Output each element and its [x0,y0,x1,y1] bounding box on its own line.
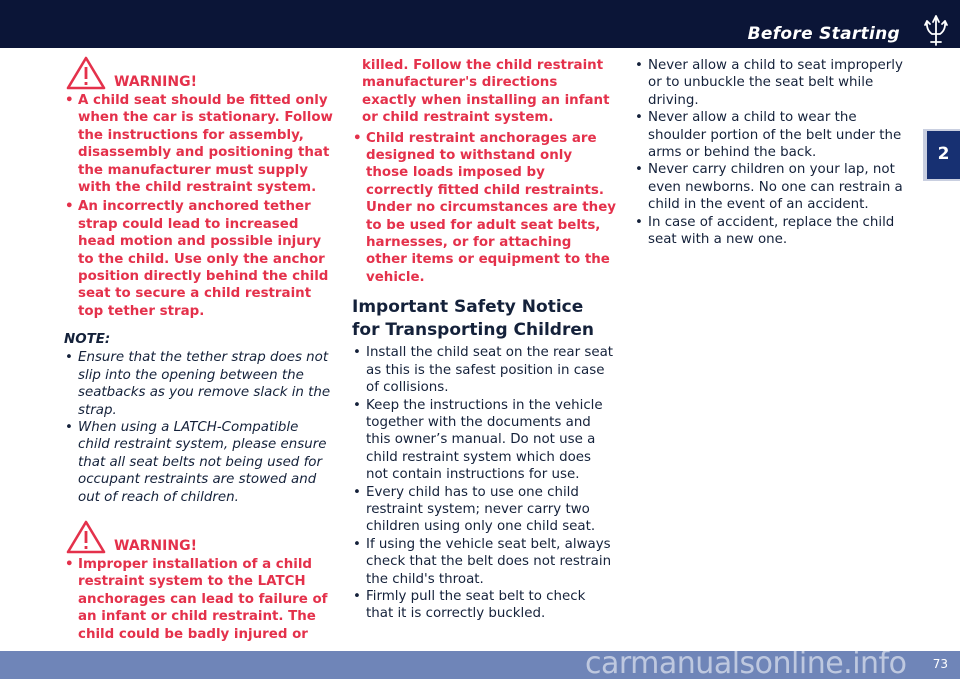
list-item: • Keep the instructions in the vehicle together with the documents and this owner’s manual. Do not use a child restraint system which does not contain instructions for use. [352,397,616,484]
trident-logo-icon [918,12,954,48]
list-item: • Install the child seat on the rear seat as this is the safest position in case of collisions. [352,344,616,396]
warning-list [352,130,616,287]
warning-header [64,520,334,556]
section-title: Before Starting [747,24,900,44]
list-item: • Every child has to use one child restraint system; never carry two children using only one child seat. [352,484,616,536]
watermark: carmanualsonline.info [585,646,907,681]
page-number: 73 [932,657,948,671]
warning-title: WARNING! [114,74,197,90]
column-2 [352,0,616,623]
list-item: • If using the vehicle seat belt, always check that the belt does not restrain the child's throat. [352,536,616,588]
list-item: • An incorrectly anchored tether strap could lead to increased head motion and possible injury to the child. Use only the anchor position directly behind the child seat to secure a child restraint top tether strap. [64,198,334,320]
list-item: • Never allow a child to wear the shoulder portion of the belt under the arms or behind the back. [634,109,906,161]
warning-title: WARNING! [114,537,197,554]
list-item: • Never allow a child to seat improperly or to unbuckle the seat belt while driving. [634,57,906,109]
list-item: • Child restraint anchorages are designed to withstand only those loads imposed by correctly fitted child restraints. Under no circumstances are they to be used for adult seat belts, harnesses, or for attaching other items or equipment to the vehicle. [352,130,616,287]
warning-triangle-icon [66,520,106,554]
section-heading: Important Safety Notice for Transporting Children [352,297,594,341]
warning-header [64,56,334,92]
warning-list [64,92,334,320]
note-list [64,349,334,506]
chapter-tab[interactable]: 2 [923,129,960,181]
list-item: • Never carry children on your lap, not even newborns. No one can restrain a child in the event of an accident. [634,161,906,213]
column-1 [64,0,334,645]
safety-list [352,344,616,623]
list-item: • When using a LATCH-Compatible child restraint system, please ensure that all seat belts not being used for occupant restraints are stowed and out of reach of children. [64,419,334,506]
list-item: • Ensure that the tether strap does not slip into the opening between the seatbacks as you remove slack in the strap. [64,349,334,419]
list-item: • Improper installation of a child restraint system to the LATCH anchorages can lead to failure of an infant or child restraint. The child could be badly injured or [64,556,334,643]
warning-list [64,556,334,643]
list-item: • A child seat should be fitted only when the car is stationary. Follow the instructions for assembly, disassembly and positioning that the manufacturer must supply with the child restraint system. [64,92,334,196]
note-label: NOTE: [64,332,111,348]
warning-continuation: killed. Follow the child restraint manufacturer's directions exactly when installing an infant or child restraint system. [362,58,610,126]
column-3 [634,0,906,248]
list-item: • In case of accident, replace the child seat with a new one. [634,214,906,249]
safety-list [634,57,906,248]
warning-triangle-icon [66,56,106,90]
list-item: • Firmly pull the seat belt to check that it is correctly buckled. [352,588,616,623]
